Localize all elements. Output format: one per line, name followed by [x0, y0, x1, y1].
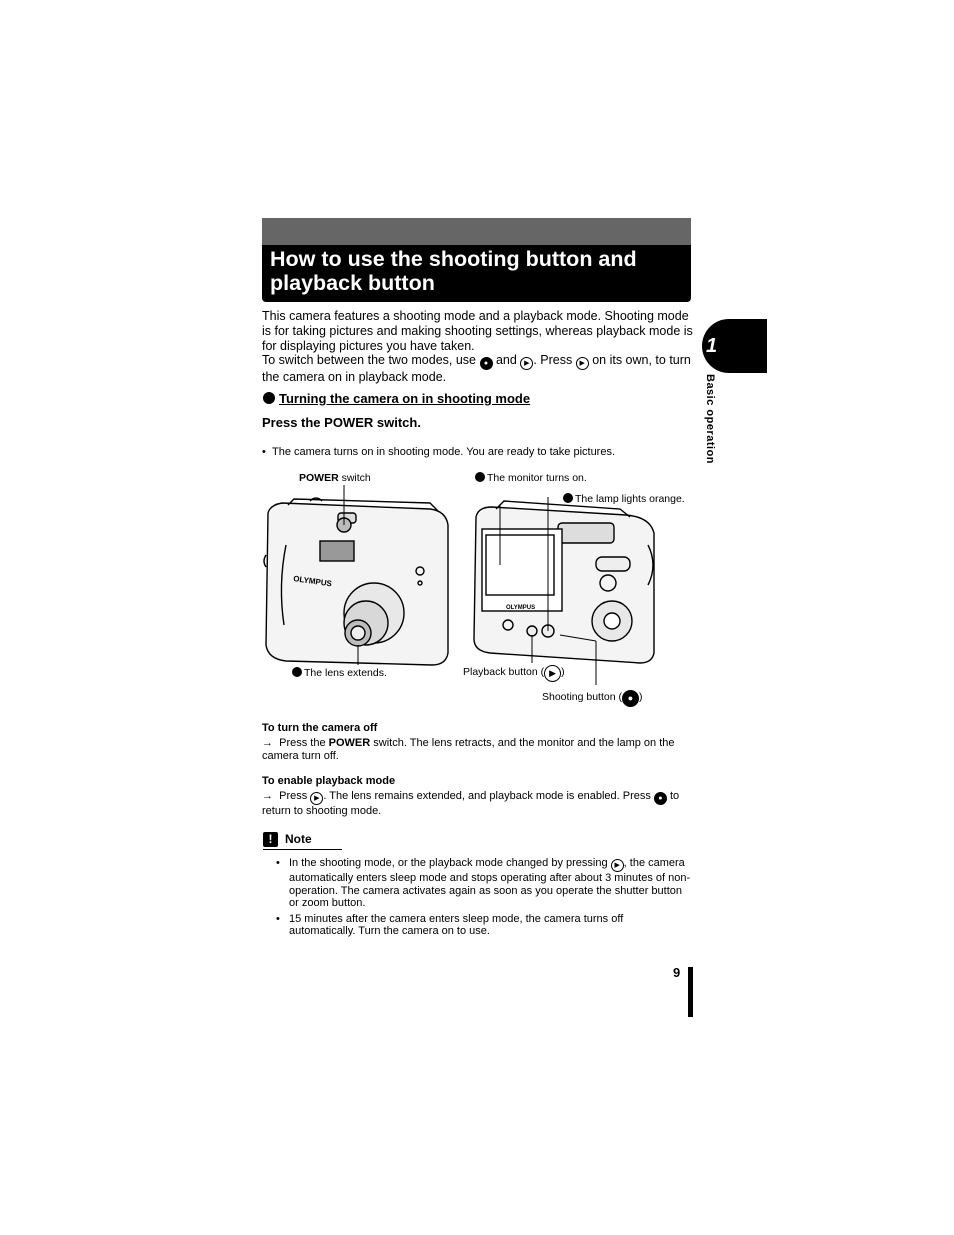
chapter-label: Basic operation: [704, 374, 716, 465]
shooting-button-label: Shooting button ( ● ): [542, 690, 642, 707]
page-bar: [688, 967, 693, 1017]
intro-paragraph: [262, 309, 694, 385]
exclamation-icon: !: [263, 832, 278, 847]
step-result: • The camera turns on in shooting mode. You are ready to take pictures.: [262, 446, 616, 458]
chapter-number: 1: [706, 335, 718, 357]
list-item: • In the shooting mode, or the playback mode changed by pressing ▶ , the camera automatically enters sleep mode and stops operating after about 3 minutes of non-operation. The camera activates again as soon as you operate the shutter button or zoom button.: [276, 857, 691, 909]
bullet-circle-icon: [475, 472, 485, 482]
camera-icon: ●: [480, 357, 493, 370]
camera-front-drawing: [264, 485, 448, 665]
note-list: [276, 857, 692, 938]
section-heading: Turning the camera on in shooting mode: [263, 391, 530, 406]
note-heading: ! Note: [263, 832, 342, 850]
page-title-line2: playback button: [270, 271, 435, 295]
playback-icon: ▶: [576, 357, 589, 370]
playback-icon: ▶: [310, 792, 323, 805]
page-title: [270, 247, 690, 295]
turn-off-text: → Press the POWER switch. The lens retracts, and the monitor and the lamp on the camera turn off.: [262, 737, 675, 762]
camera-illustration: [260, 485, 700, 690]
brand-logo-front: OLYMPUS: [292, 574, 333, 589]
turn-off-heading: To turn the camera off: [262, 722, 378, 734]
playback-icon: ▶: [520, 357, 533, 370]
page-number: 9: [673, 965, 681, 980]
camera-icon: ●: [654, 792, 667, 805]
intro-text-1: This camera features a shooting mode and a playback mode. Shooting mode is for taking pictures and making shooting settings, whereas playback mode is for displaying pictures you have taken.: [262, 309, 693, 353]
lamp-label: The lamp lights orange.: [563, 493, 685, 505]
list-item: • 15 minutes after the camera enters sleep mode, the camera turns off automatically. Turn the camera on to use.: [276, 912, 624, 937]
camera-back-drawing: [474, 497, 654, 685]
playback-icon: ▶: [611, 859, 624, 872]
title-band: [262, 218, 691, 245]
monitor-label: The monitor turns on.: [475, 472, 587, 484]
playback-button-label: Playback button ( ▶ ): [463, 665, 565, 682]
intro-text-2: To switch between the two modes, use ● and ▶ . Press ▶ on its own, to turn the camera on in playback mode.: [262, 353, 691, 385]
lens-label: The lens extends.: [292, 667, 387, 679]
power-switch-label: POWER switch: [299, 472, 371, 484]
playback-mode-heading: To enable playback mode: [262, 775, 396, 787]
camera-icon: ●: [622, 690, 639, 707]
page-title-line1: How to use the shooting button and: [270, 247, 637, 271]
step-instruction: Press the POWER switch.: [262, 415, 421, 430]
brand-logo-back: OLYMPUS: [506, 605, 536, 611]
bullet-circle-icon: [263, 392, 275, 404]
playback-mode-text: → Press ▶ . The lens remains extended, and playback mode is enabled. Press ● to return to shooting mode.: [262, 790, 680, 817]
playback-icon: ▶: [544, 665, 561, 682]
